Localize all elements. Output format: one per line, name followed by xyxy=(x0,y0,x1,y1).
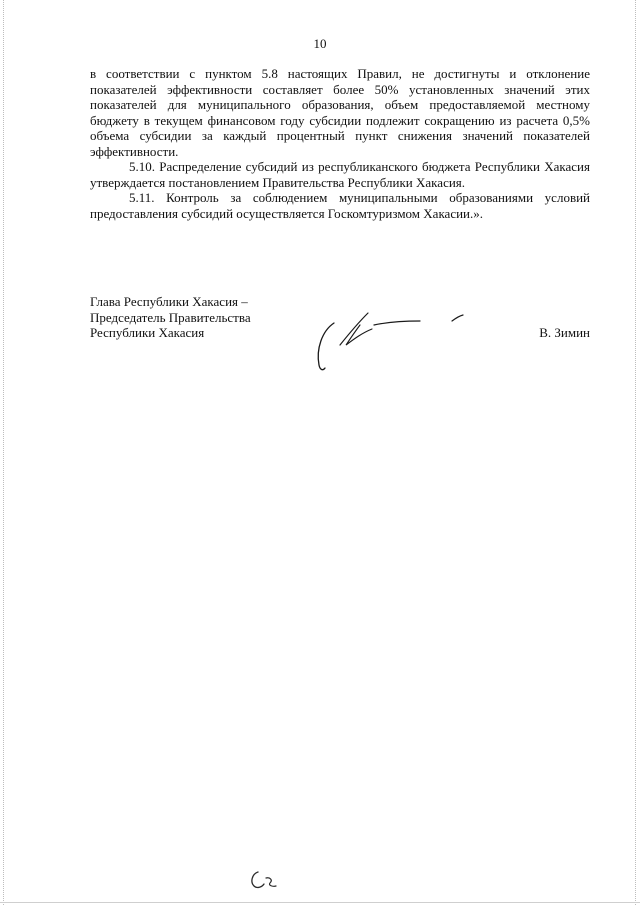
scan-edge-right xyxy=(635,0,637,905)
paragraph-continuation: в соответствии с пунктом 5.8 настоящих Правил, не достигнуты и отклонение показателей эффективности составляет более 50% установленных значений этих показателей для муниципального образования, объем предоставляемой местному бюджету в текущем финансовом году субсидии подлежит сокращению из расчета 0,5% объема субсидии за каждый процентный пункт снижения значений показателей эффективности. xyxy=(90,66,590,159)
handwritten-signature xyxy=(310,305,470,375)
page-number: 10 xyxy=(313,36,327,51)
signatory-title-line: Председатель Правительства xyxy=(90,309,251,325)
signatory-title-line: Глава Республики Хакасия – xyxy=(90,294,248,309)
document-body xyxy=(90,66,590,221)
scan-edge-left xyxy=(3,0,5,905)
paragraph-5-11: 5.11. Контроль за соблюдением муниципальными образованиями условий предоставления субсидий осуществляется Госкомтуризмом Хакасии.». xyxy=(90,190,590,221)
signatory-name: В. Зимин xyxy=(539,325,590,340)
scan-edge-bottom xyxy=(0,902,640,903)
paragraph-5-10: 5.10. Распределение субсидий из республиканского бюджета Республики Хакасия утверждается постановлением Правительства Республики Хакасия. xyxy=(90,159,590,190)
signatory-title-line: Республики Хакасия xyxy=(90,325,205,340)
initials-mark xyxy=(246,866,282,892)
